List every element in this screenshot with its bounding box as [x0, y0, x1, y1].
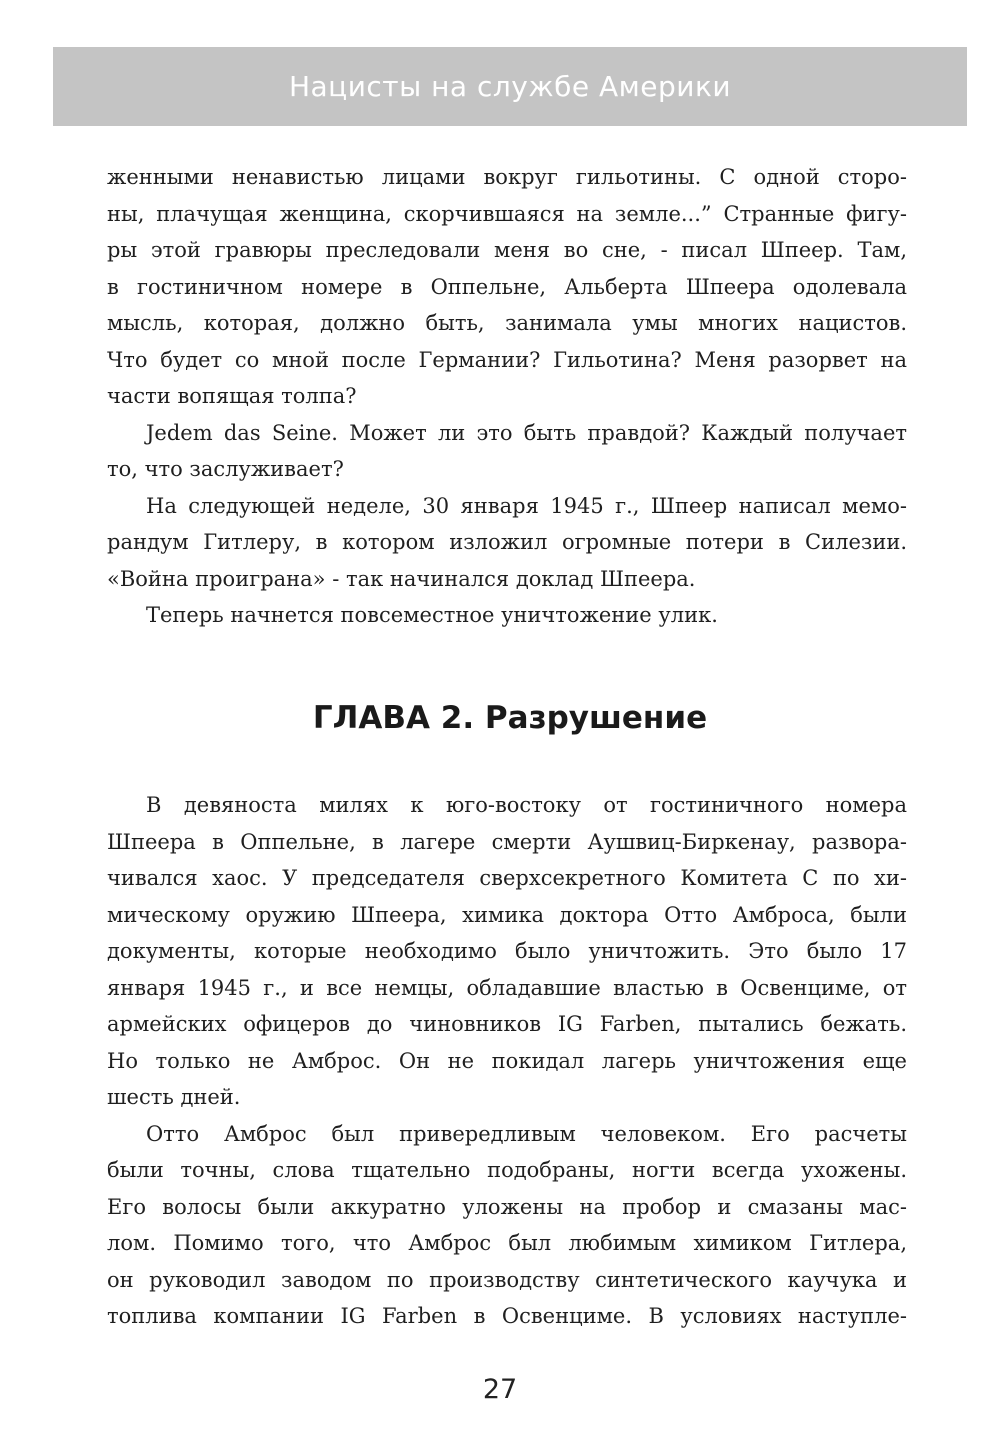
- page-number: 27: [482, 1374, 518, 1405]
- text-line: «Война проиграна» - так начинался доклад Шпеера.: [107, 566, 696, 591]
- paragraph: [107, 597, 907, 634]
- text-line: топлива компании IG Farben в Освенциме. В условиях наступле-: [107, 1304, 907, 1328]
- paragraph: [107, 1116, 907, 1335]
- text-line: ны, плачущая женщина, скорчившаяся на земле...” Странные фигу-: [107, 201, 907, 226]
- text-line: На следующей неделе, 30 января 1945 г., Шпеер написал мемо-: [146, 493, 907, 518]
- paragraph: [107, 488, 907, 598]
- text-line: Его волосы были аккуратно уложены на пробор и смазаны мас-: [107, 1194, 907, 1219]
- text-line: рандум Гитлеру, в котором изложил огромные потери в Силезии.: [107, 530, 907, 554]
- text-line: части вопящая толпа?: [107, 384, 357, 408]
- chapter-heading: ГЛАВА 2. Разрушение: [312, 700, 708, 736]
- text-line: он руководил заводом по производству синтетического каучука и: [107, 1267, 907, 1292]
- paragraph: [107, 787, 907, 1116]
- text-line: мысль, которая, должно быть, занимала умы многих нацистов.: [107, 311, 907, 335]
- text-line: Jedem das Seine. Может ли это быть правдой? Каждый получает: [146, 420, 907, 445]
- text-line: Отто Амброс был привередливым человеком. Его расчеты: [146, 1121, 907, 1146]
- text-line: В девяноста милях к юго-востоку от гостиничного номера: [146, 793, 907, 817]
- text-line: мическому оружию Шпеера, химика доктора Отто Амброса, были: [107, 902, 907, 927]
- running-header: [53, 47, 967, 126]
- text-line: Что будет со мной после Германии? Гильотина? Меня разорвет на: [107, 347, 907, 372]
- text-line: Теперь начнется повсеместное уничтожение улик.: [146, 603, 718, 627]
- text-line: в гостиничном номере в Оппельне, Альберта Шпеера одолевала: [107, 274, 907, 299]
- paragraph: [107, 415, 907, 488]
- text-line: ры этой гравюры преследовали меня во сне, - писал Шпеер. Там,: [107, 238, 907, 262]
- text-line: Шпеера в Оппельне, в лагере смерти Аушвиц-Биркенау, развора-: [107, 829, 907, 854]
- text-block-chapter-2: [107, 787, 907, 1335]
- text-line: женными ненавистью лицами вокруг гильотины. С одной сторо-: [107, 165, 907, 189]
- text-block-before-chapter: [107, 159, 907, 634]
- paragraph: [107, 159, 907, 415]
- text-line: января 1945 г., и все немцы, обладавшие властью в Освенциме, от: [107, 975, 907, 1000]
- text-line: были точны, слова тщательно подобраны, ногти всегда ухожены.: [107, 1158, 907, 1182]
- text-line: Но только не Амброс. Он не покидал лагерь уничтожения еще: [107, 1048, 907, 1073]
- text-line: шесть дней.: [107, 1085, 241, 1109]
- text-line: то, что заслуживает?: [107, 457, 344, 481]
- text-line: лом. Помимо того, что Амброс был любимым химиком Гитлера,: [107, 1231, 907, 1255]
- text-line: документы, которые необходимо было уничтожить. Это было 17: [107, 939, 907, 963]
- text-line: чивался хаос. У председателя сверхсекретного Комитета С по хи-: [107, 866, 907, 890]
- book-title: Нацисты на службе Америки: [288, 70, 732, 103]
- text-line: армейских офицеров до чиновников IG Farben, пытались бежать.: [107, 1012, 907, 1036]
